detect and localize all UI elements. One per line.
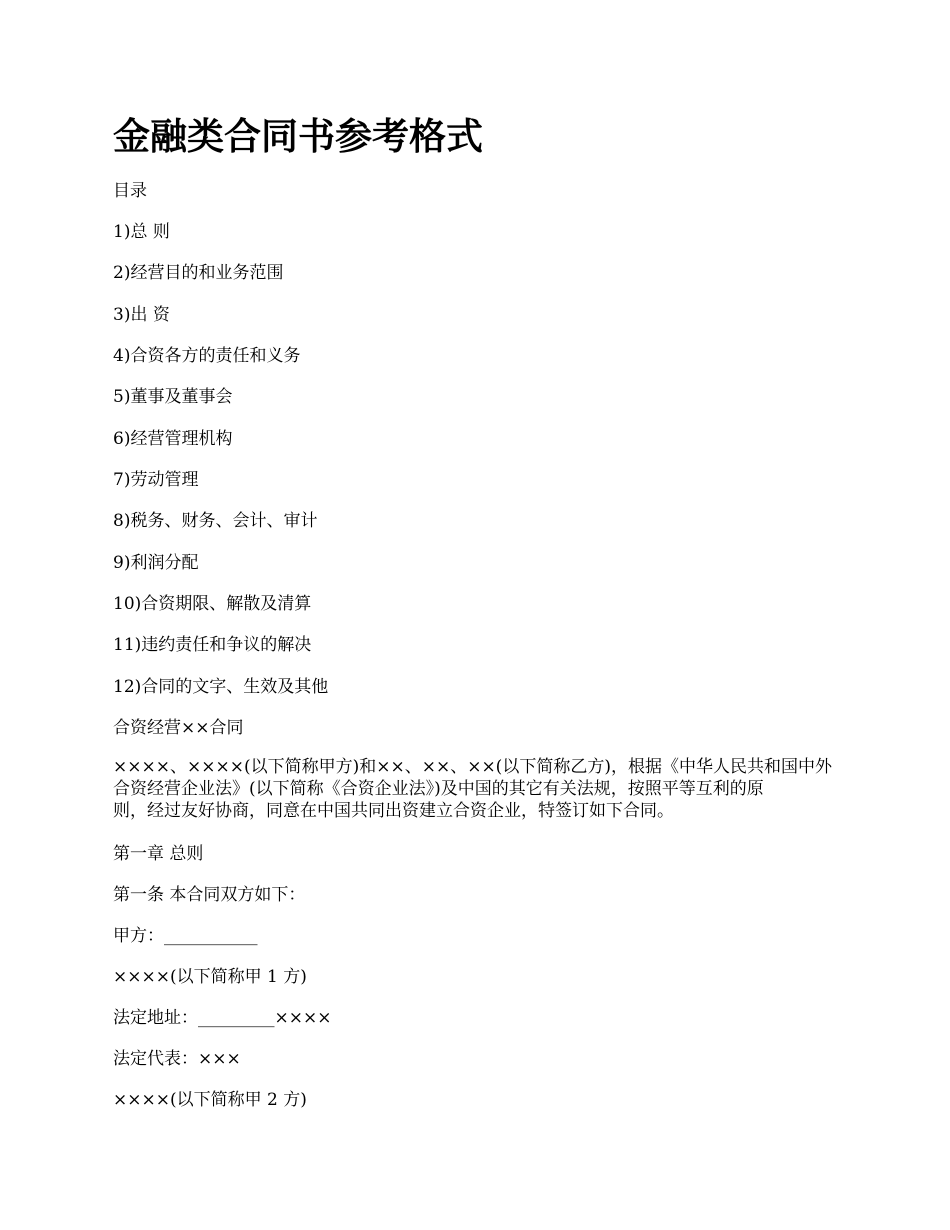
legal-address-line: 法定地址：_________×××× — [113, 1008, 332, 1028]
document-title: 金融类合同书参考格式 — [113, 114, 483, 158]
toc-item-12: 12)合同的文字、生效及其他 — [113, 677, 329, 697]
party-a2-line: ××××(以下简称甲 2 方) — [113, 1090, 307, 1110]
toc-item-2: 2)经营目的和业务范围 — [113, 263, 284, 283]
toc-item-1: 1)总 则 — [113, 222, 170, 242]
article-heading: 第一条 本合同双方如下： — [113, 885, 306, 905]
toc-item-11: 11)违约责任和争议的解决 — [113, 635, 312, 655]
preamble-line: ××××、××××(以下简称甲方)和××、××、××(以下简称乙方)，根据《中华人民共和国中外 — [113, 757, 832, 777]
toc-item-5: 5)董事及董事会 — [113, 387, 233, 407]
chapter-heading: 第一章 总则 — [113, 844, 204, 864]
toc-item-3: 3)出 资 — [113, 305, 170, 325]
toc-heading: 目录 — [113, 181, 147, 201]
toc-item-7: 7)劳动管理 — [113, 470, 199, 490]
toc-item-9: 9)利润分配 — [113, 553, 199, 573]
toc-item-4: 4)合资各方的责任和义务 — [113, 346, 301, 366]
contract-name: 合资经营××合同 — [113, 718, 244, 738]
preamble-line: 合资经营企业法》(以下简称《合资企业法》)及中国的其它有关法规，按照平等互利的原 — [113, 779, 764, 799]
preamble-line: 则，经过友好协商，同意在中国共同出资建立合资企业，特签订如下合同。 — [113, 801, 674, 821]
party-a1-line: ××××(以下简称甲 1 方) — [113, 967, 307, 987]
toc-item-10: 10)合资期限、解散及清算 — [113, 594, 312, 614]
preamble-paragraph — [113, 756, 838, 822]
toc-item-6: 6)经营管理机构 — [113, 429, 233, 449]
legal-rep-line: 法定代表：××× — [113, 1049, 241, 1069]
toc-item-8: 8)税务、财务、会计、审计 — [113, 511, 318, 531]
party-a-line: 甲方：___________ — [113, 926, 258, 946]
